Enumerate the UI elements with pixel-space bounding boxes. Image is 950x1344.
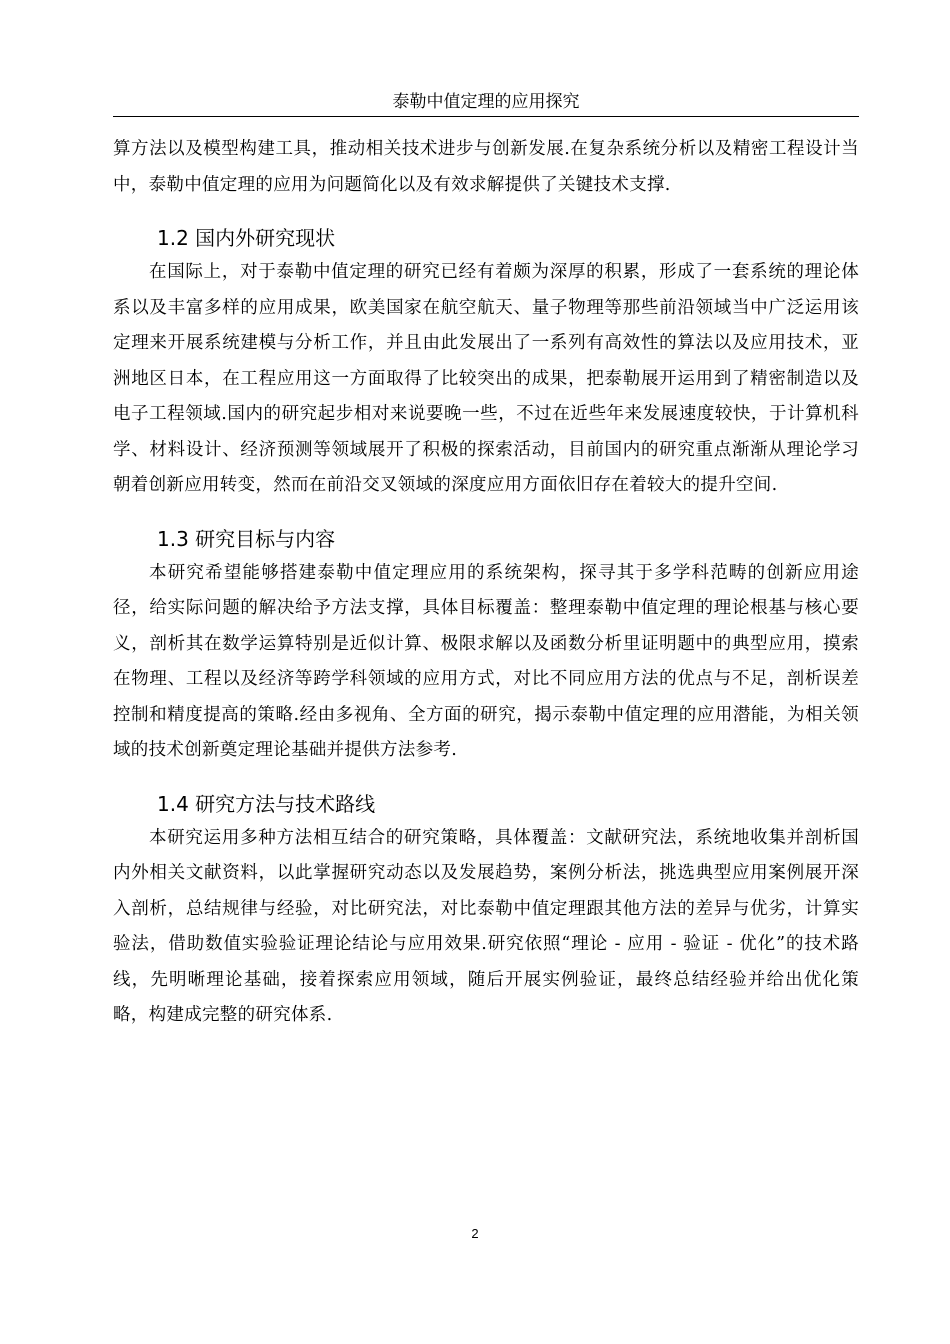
section-heading: 1.2 国内外研究现状 <box>157 226 336 250</box>
section-paragraph: 本研究希望能够搭建泰勒中值定理应用的系统架构，探寻其于多学科范畴的创新应用途径，给实际问题的解决给予方法支撑，具体目标覆盖：整理泰勒中值定理的理论根基与核心要义，剖析其在数学运算特别是近似计算、极限求解以及函数分析里证明题中的典型应用，摸索在物理、工程以及经济等跨学科领域的应用方式，对比不同应用方法的优点与不足，剖析误差控制和精度提高的策略.经由多视角、全方面的研究，揭示泰勒中值定理的应用潜能，为相关领域的技术创新奠定理论基础并提供方法参考. <box>113 562 859 760</box>
section-1-2 <box>113 221 859 504</box>
section-1-3 <box>113 522 859 769</box>
section-heading: 1.4 研究方法与技术路线 <box>157 791 376 816</box>
running-header: 泰勒中值定理的应用探究 <box>392 92 580 112</box>
section-heading: 1.3 研究目标与内容 <box>157 526 336 551</box>
section-paragraph: 在国际上，对于泰勒中值定理的研究已经有着颇为深厚的积累，形成了一套系统的理论体系以及丰富多样的应用成果，欧美国家在航空航天、量子物理等那些前沿领域当中广泛运用该定理来开展系统建模与分析工作，并且由此发展出了一系列有高效性的算法以及应用技术，亚洲地区日本，在工程应用这一方面取得了比较突出的成果，把泰勒展开运用到了精密制造以及电子工程领域.国内的研究起步相对来说要晚一些，不过在近些年来发展速度较快，于计算机科学、材料设计、经济预测等领域展开了积极的探索活动，目前国内的研究重点渐渐从理论学习朝着创新应用转变，然而在前沿交叉领域的深度应用方面依旧存在着较大的提升空间. <box>113 262 859 495</box>
section-1-4 <box>113 787 859 1034</box>
page-body <box>113 132 859 1034</box>
page-number: 2 <box>471 1226 479 1241</box>
section-paragraph: 本研究运用多种方法相互结合的研究策略，具体覆盖：文献研究法，系统地收集并剖析国内外相关文献资料，以此掌握研究动态以及发展趋势，案例分析法，挑选典型应用案例展开深入剖析，总结规律与经验，对比研究法，对比泰勒中值定理跟其他方法的差异与优劣，计算实验法，借助数值实验验证理论结论与应用效果.研究依照“理论 - 应用 - 验证 - 优化”的技术路线，先明晰理论基础，接着探索应用领域，随后开展实例验证，最终总结经验并给出优化策略，构建成完整的研究体系. <box>113 827 859 1025</box>
continuation-paragraph: 算方法以及模型构建工具，推动相关技术进步与创新发展.在复杂系统分析以及精密工程设计当中，泰勒中值定理的应用为问题简化以及有效求解提供了关键技术支撑. <box>113 139 859 195</box>
header-rule <box>113 116 859 117</box>
